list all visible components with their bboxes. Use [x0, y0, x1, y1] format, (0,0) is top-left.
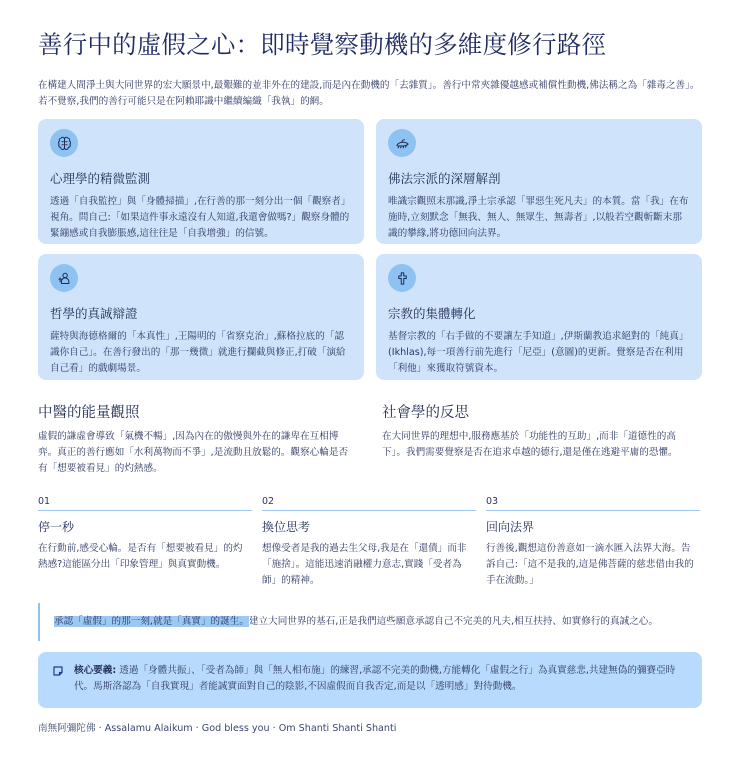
core-body: 透過「身體共振」、「受者為師」與「無人相布施」的練習,承認不完美的動機,方能轉化「虛假之行」為真實慈悲,共建無偽的彌賽亞時代。馬斯洛認為「自我實現」者能誠實面對自己的陰影,不因虛假而自我否定,而是以「透明感」對待動機。: [74, 665, 676, 692]
section-title-sociology: 社會學的反思: [382, 405, 469, 421]
brain-icon: [50, 129, 78, 157]
card-buddhism: [376, 119, 702, 244]
step-2: [262, 495, 476, 589]
cross-icon: [388, 264, 416, 292]
step-3: [486, 495, 700, 589]
page-title: 善行中的虛假之心：即時覺察動機的多維度修行路徑: [38, 30, 607, 59]
card-title: 佛法宗派的深層解剖: [388, 171, 501, 186]
note-icon: [52, 665, 64, 677]
card-title: 哲學的真誠辯證: [50, 306, 138, 321]
quote-text: 建立大同世界的基石,正是我們這些願意承認自己不完美的凡夫,相互扶持、如實修行的真誠之心。: [248, 616, 658, 627]
card-title: 宗教的集體轉化: [388, 306, 476, 321]
step-title: 換位思考: [262, 520, 311, 534]
intro-paragraph: 在構建人間淨土與大同世界的宏大願景中,最艱難的並非外在的建設,而是內在動機的「去雜質」。善行中常夾雜優越感或補償性動機,佛法稱之為「雜毒之善」。若不覺察,我們的善行可能只是在阿賴耶識中繼續編織「我執」的網。: [38, 80, 700, 107]
blockquote: [38, 603, 702, 641]
step-number: 02: [262, 495, 476, 511]
section-text-tcm: 虛假的謙虛會導致「氣機不暢」,因為內在的傲慢與外在的謙卑在互相博弈。真正的善行應如「水利萬物而不爭」,是流動且放鬆的。觀察心輪是否有「想要被看見」的灼熱感。: [38, 431, 349, 474]
philosopher-icon: [50, 264, 78, 292]
section-text-sociology: 在大同世界的理想中,服務應基於「功能性的互助」,而非「道德性的高下」。我們需要覺察是否在追求卓越的德行,還是僅在逃避平庸的恐懼。: [382, 431, 678, 458]
step-number: 01: [38, 495, 252, 511]
card-philosophy: [38, 254, 364, 380]
step-text: 行善後,觀想這份善意如一滴水匯入法界大海。告訴自己:「這不是我的,這是佛菩薩的慈悲借由我的手在流動。」: [486, 543, 694, 586]
step-title: 停一秒: [38, 520, 75, 534]
card-text: 唯識宗觀照末那識,淨土宗承認「罪惡生死凡夫」的本質。當「我」在布施時,立刻默念「無我、無人、無眾生、無壽者」,以般若空觀斬斷末那識的攀緣,將功德回向法界。: [388, 196, 689, 239]
core-text: [74, 663, 688, 695]
card-text: 透過「自我監控」與「身體掃描」,在行善的那一刻分出一個「觀察者」視角。問自己:「如果這件事永遠沒有人知道,我還會做嗎?」觀察身體的緊繃感或自我膨脹感,這往往是「自我增強」的信號。: [50, 196, 351, 239]
card-title: 心理學的精微監測: [50, 171, 151, 186]
card-psychology: [38, 119, 364, 244]
card-text: 基督宗教的「右手做的不要讓左手知道」,伊斯蘭教追求絕對的「純真」(Ikhlas),每一項善行前先進行「尼亞」(意圖)的更新。覺察是否在利用「利他」來獲取符號資本。: [388, 331, 689, 374]
lamp-icon: [388, 129, 416, 157]
core-summary-box: [38, 652, 702, 708]
step-1: [38, 495, 252, 573]
step-text: 在行動前,感受心輪。是否有「想要被看見」的灼熱感?這能區分出「印象管理」與真實動機。: [38, 543, 243, 570]
card-text: 薩特與海德格爾的「本真性」,王陽明的「省察克治」,蘇格拉底的「認識你自己」。在善行發出的「那一幾微」就進行攔截與修正,打破「演給自己看」的戲劇場景。: [50, 331, 346, 374]
card-religion: [376, 254, 702, 380]
footer-blessing: 南無阿彌陀佛 · Assalamu Alaikum · God bless you · Om Shanti Shanti Shanti: [38, 723, 397, 734]
step-number: 03: [486, 495, 700, 511]
core-label: 核心要義:: [74, 665, 117, 676]
selected-text-highlight[interactable]: 承認「虛假」的那一刻,就是「真實」的誕生。: [54, 616, 249, 627]
step-title: 回向法界: [486, 520, 535, 534]
step-text: 想像受者是我的過去生父母,我是在「還債」而非「施捨」。這能迅速消融權力意志,實踐「受者為師」的精神。: [262, 543, 467, 586]
section-title-tcm: 中醫的能量觀照: [38, 405, 140, 421]
